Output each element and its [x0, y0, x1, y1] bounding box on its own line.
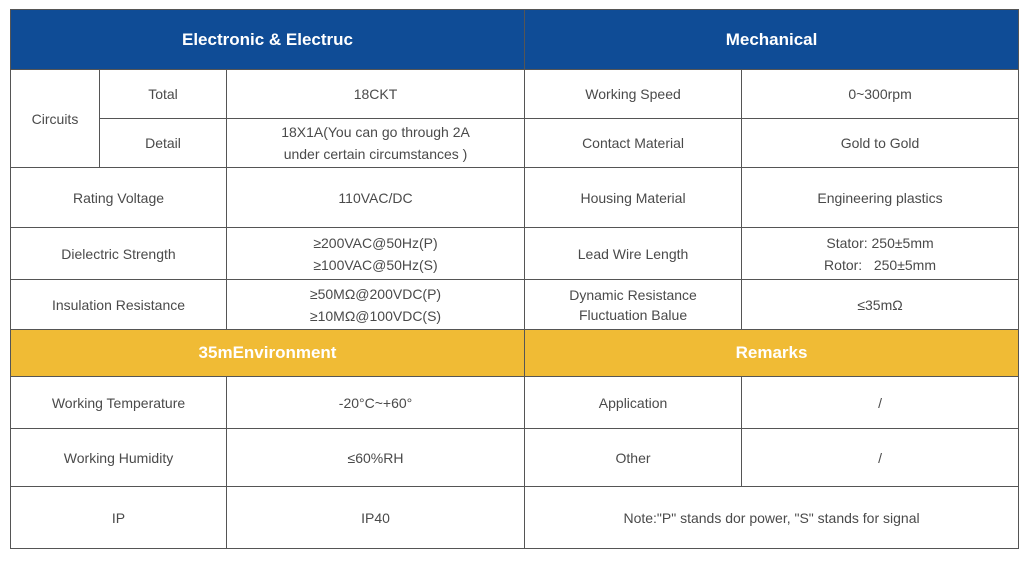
contact-material-label: Contact Material: [525, 119, 742, 168]
lead-wire-length-value: [742, 228, 1019, 280]
application-label: Application: [525, 377, 742, 429]
dielectric-strength-value: [227, 228, 525, 280]
section-title: Mechanical: [725, 29, 818, 49]
rating-voltage-value: 110VAC/DC: [227, 168, 525, 228]
housing-material-label: Housing Material: [525, 168, 742, 228]
section-title: Electronic & Electruc: [182, 29, 354, 49]
label-line: Dynamic Resistance: [569, 286, 697, 303]
housing-material-value: Engineering plastics: [742, 168, 1019, 228]
section-header-environment: [11, 330, 525, 377]
value-line: Rotor: 250±5mm: [824, 256, 936, 273]
total-value: 18CKT: [227, 70, 525, 119]
insulation-resistance-value: [227, 280, 525, 330]
value-line: ≥10MΩ@100VDC(S): [309, 307, 442, 324]
dynamic-resistance-value: ≤35mΩ: [742, 280, 1019, 330]
spec-table: [10, 9, 1019, 549]
working-humidity-value: ≤60%RH: [227, 429, 525, 487]
dielectric-strength-label: Dielectric Strength: [11, 228, 227, 280]
value-line: Stator: 250±5mm: [826, 234, 934, 251]
other-value: /: [742, 429, 1019, 487]
detail-label: Detail: [100, 119, 227, 168]
total-label: Total: [100, 70, 227, 119]
detail-line: under certain circumstances ): [283, 146, 468, 162]
insulation-resistance-label: Insulation Resistance: [11, 280, 227, 330]
contact-material-value: Gold to Gold: [742, 119, 1019, 168]
detail-line: 18X1A(You can go through 2A: [281, 124, 470, 140]
working-speed-label: Working Speed: [525, 70, 742, 119]
value-line: ≥50MΩ@200VDC(P): [309, 285, 442, 302]
section-header-electronic: [11, 10, 525, 70]
detail-value: [227, 119, 525, 168]
working-speed-value: 0~300rpm: [742, 70, 1019, 119]
other-label: Other: [525, 429, 742, 487]
section-title: Remarks: [735, 343, 808, 362]
section-header-mechanical: [525, 10, 1019, 70]
circuits-label: Circuits: [11, 70, 100, 168]
value-line: ≥100VAC@50Hz(S): [313, 256, 438, 273]
lead-wire-length-label: Lead Wire Length: [525, 228, 742, 280]
remarks-note: Note:"P" stands dor power, "S" stands for signal: [525, 487, 1019, 549]
application-value: /: [742, 377, 1019, 429]
section-title: 35mEnvironment: [198, 343, 337, 362]
ip-value: IP40: [227, 487, 525, 549]
working-humidity-label: Working Humidity: [11, 429, 227, 487]
working-temperature-label: Working Temperature: [11, 377, 227, 429]
section-header-remarks: [525, 330, 1019, 377]
working-temperature-value: -20°C~+60°: [227, 377, 525, 429]
label-line: Fluctuation Balue: [578, 306, 688, 323]
value-line: ≥200VAC@50Hz(P): [313, 234, 438, 251]
rating-voltage-label: Rating Voltage: [11, 168, 227, 228]
ip-label: IP: [11, 487, 227, 549]
dynamic-resistance-label: [525, 280, 742, 330]
